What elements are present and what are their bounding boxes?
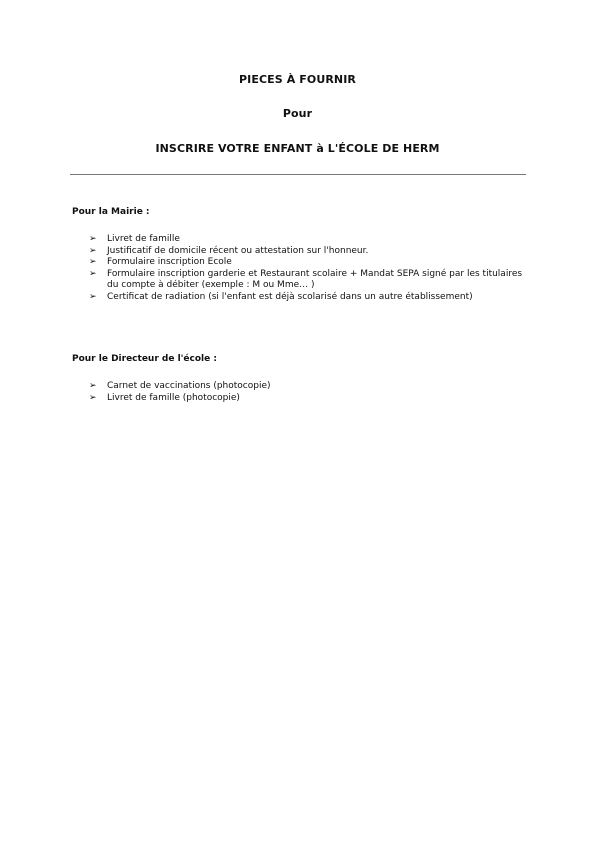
arrowhead-bullet-icon: ➢ (89, 381, 97, 391)
list-item-text: Justificatif de domicile récent ou attestation sur l'honneur. (107, 245, 369, 256)
list-item-text: Certificat de radiation (si l'enfant est déjà scolarisé dans un autre établissement) (107, 291, 473, 302)
list-directeur (72, 381, 528, 404)
list-mairie (72, 234, 528, 303)
list-item-text: Livret de famille (photocopie) (107, 392, 240, 403)
section-directeur (72, 353, 528, 404)
section-mairie (72, 206, 528, 303)
list-item (72, 393, 528, 405)
list-item (72, 381, 528, 393)
document-title-main: INSCRIRE VOTRE ENFANT à L'ÉCOLE DE HERM (155, 142, 440, 155)
arrowhead-bullet-icon: ➢ (89, 268, 97, 279)
section-heading-directeur: Pour le Directeur de l'école : (72, 354, 217, 364)
list-item (72, 246, 528, 258)
arrowhead-bullet-icon: ➢ (89, 291, 97, 302)
list-item (72, 257, 528, 269)
header-divider (70, 174, 526, 175)
list-item-text: Livret de famille (107, 234, 180, 244)
list-item (72, 234, 528, 246)
list-item (72, 292, 528, 304)
document-subtitle-pour: Pour (282, 107, 313, 120)
list-item-text: Formulaire inscription Ecole (107, 257, 232, 267)
arrowhead-bullet-icon: ➢ (89, 257, 97, 267)
arrowhead-bullet-icon: ➢ (89, 245, 97, 256)
arrowhead-bullet-icon: ➢ (89, 234, 97, 244)
arrowhead-bullet-icon: ➢ (89, 392, 97, 403)
document-title: PIECES À FOURNIR (239, 73, 356, 86)
list-item-text: Carnet de vaccinations (photocopie) (107, 381, 271, 391)
section-heading-mairie: Pour la Mairie : (72, 207, 150, 217)
list-item-text: Formulaire inscription garderie et Restaurant scolaire + Mandat SEPA signé par les titulaires du compte à débiter (exemple : M ou Mme… ) (107, 268, 523, 290)
list-item (72, 269, 528, 292)
